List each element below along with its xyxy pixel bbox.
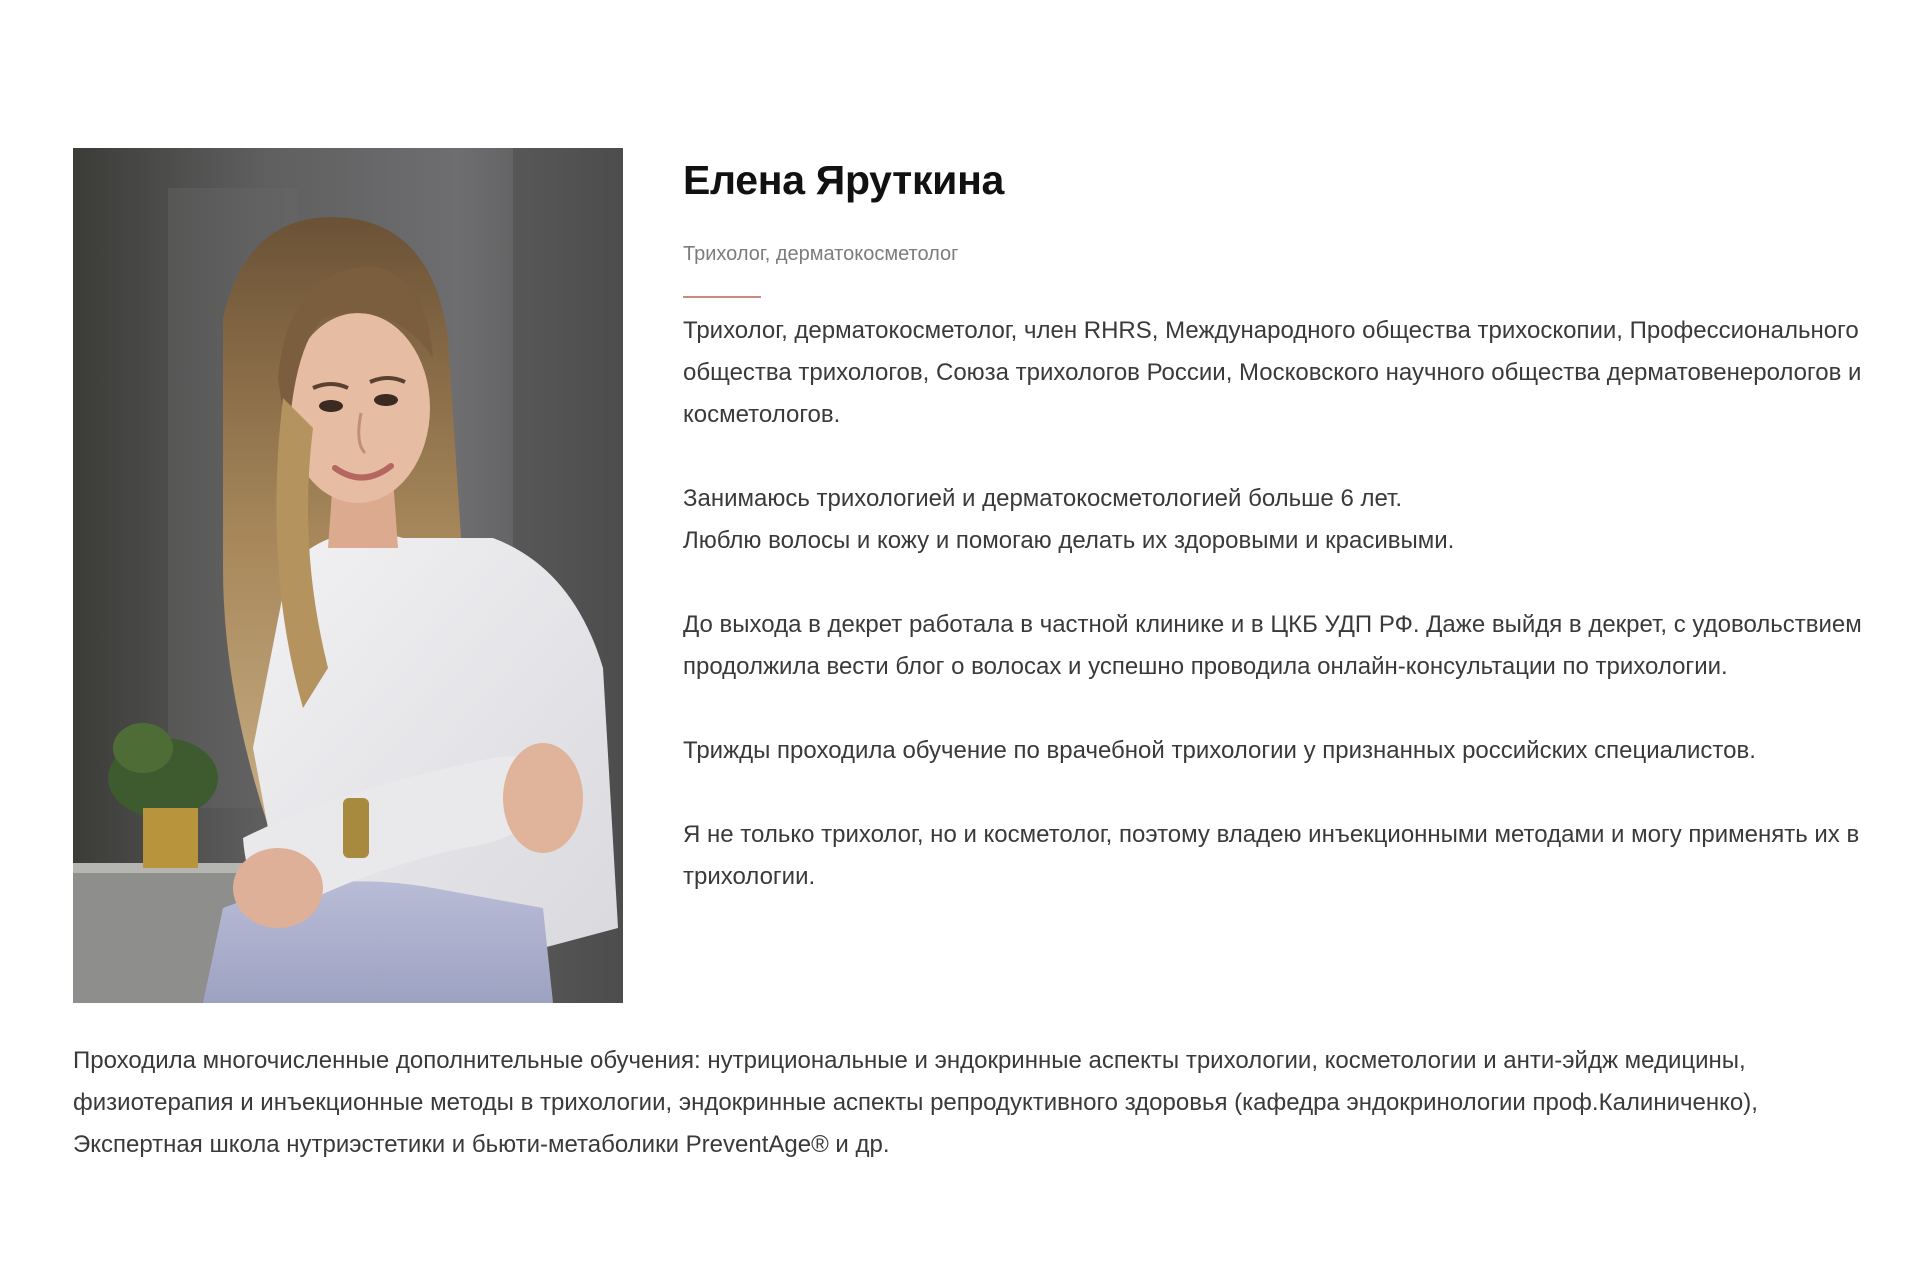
accent-divider xyxy=(683,296,761,298)
profile-photo xyxy=(73,148,623,1003)
bio-paragraph: Занимаюсь трихологией и дерматокосметологией больше 6 лет. Люблю волосы и кожу и помогаю делать их здоровыми и красивыми. xyxy=(683,485,1455,554)
profile-info xyxy=(683,148,1863,898)
bio-paragraph: До выхода в декрет работала в частной клинике и в ЦКБ УДП РФ. Даже выйдя в декрет, с удовольствием продолжила вести блог о волосах и успешно проводила онлайн-консультации по трихологии. xyxy=(683,611,1862,680)
profile-role: Трихолог, дерматокосметолог xyxy=(683,243,959,265)
profile-name: Елена Яруткина xyxy=(683,157,1005,203)
bio-paragraph: Я не только трихолог, но и косметолог, поэтому владею инъекционными методами и могу применять их в трихологии. xyxy=(683,821,1860,890)
profile-bio xyxy=(683,310,1863,898)
extra-education-text: Проходила многочисленные дополнительные обучения: нутрициональные и эндокринные аспекты трихологии, косметологии и анти-эйдж медицины, физиотерапия и инъекционные методы в трихологии, эндокринные аспекты репродуктивного здоровья (кафедра эндокринологии проф.Калиниченко), Экспертная школа нутриэстетики и бьюти-метаболики PreventAge® и др. xyxy=(73,1047,1758,1158)
portrait-illustration xyxy=(73,148,623,1003)
bio-paragraph: Трихолог, дерматокосметолог, член RHRS, Международного общества трихоскопии, Профессионального общества трихологов, Союза трихологов России, Московского научного общества дерматовенерологов и косметологов. xyxy=(683,317,1862,428)
bio-paragraph: Трижды проходила обучение по врачебной трихологии у признанных российских специалистов. xyxy=(683,737,1756,764)
